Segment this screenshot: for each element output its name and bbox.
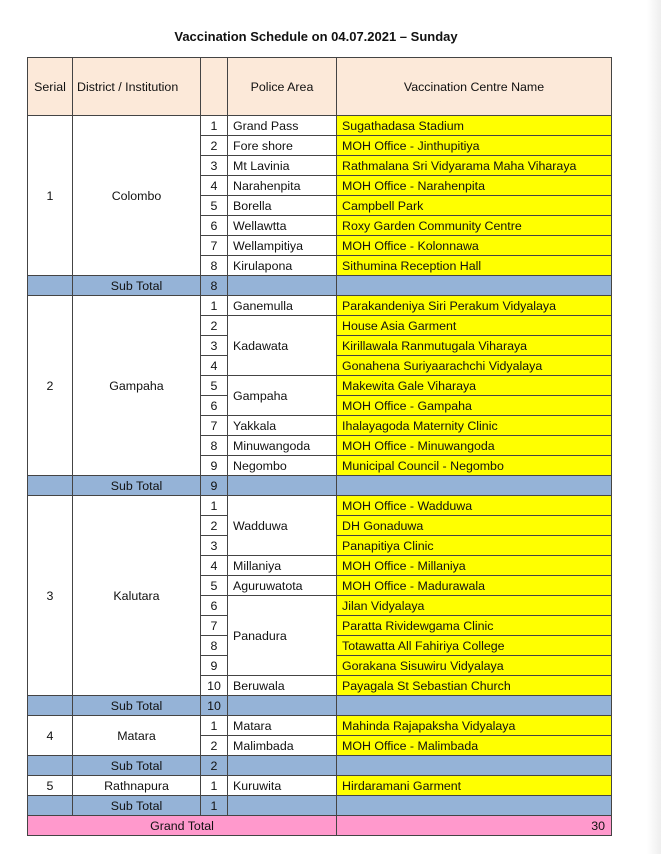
serial-cell: 3 [28, 496, 73, 696]
subtotal-row [28, 796, 612, 816]
centre-cell: MOH Office - Millaniya [337, 556, 612, 576]
police-area-cell: Gampaha [228, 376, 337, 416]
row-number: 10 [201, 676, 228, 696]
row-number: 1 [201, 116, 228, 136]
police-area-cell: Fore shore [228, 136, 337, 156]
row-number: 7 [201, 616, 228, 636]
subtotal-label: Sub Total [73, 796, 201, 816]
centre-cell: MOH Office - Wadduwa [337, 496, 612, 516]
table-row [28, 496, 612, 516]
police-area-cell: Aguruwatota [228, 576, 337, 596]
police-area-cell: Ganemulla [228, 296, 337, 316]
row-number: 1 [201, 776, 228, 796]
police-area-cell: Yakkala [228, 416, 337, 436]
centre-cell: Gonahena Suriyaarachchi Vidyalaya [337, 356, 612, 376]
row-number: 4 [201, 556, 228, 576]
district-cell: Colombo [73, 116, 201, 276]
row-number: 6 [201, 216, 228, 236]
police-area-cell: Narahenpita [228, 176, 337, 196]
page-edge [647, 0, 661, 854]
subtotal-blank [337, 756, 612, 776]
centre-cell: House Asia Garment [337, 316, 612, 336]
subtotal-value: 10 [201, 696, 228, 716]
header-row [28, 58, 612, 116]
row-number: 3 [201, 156, 228, 176]
subtotal-blank [228, 276, 337, 296]
header-number [201, 58, 228, 116]
police-area-cell: Kuruwita [228, 776, 337, 796]
district-cell: Kalutara [73, 496, 201, 696]
grand-total-row [28, 816, 612, 836]
row-number: 3 [201, 336, 228, 356]
grand-total-label: Grand Total [28, 816, 337, 836]
centre-cell: MOH Office - Jinthupitiya [337, 136, 612, 156]
subtotal-blank [228, 756, 337, 776]
serial-cell: 1 [28, 116, 73, 276]
row-number: 9 [201, 656, 228, 676]
subtotal-blank [28, 696, 73, 716]
police-area-cell: Malimbada [228, 736, 337, 756]
table-row [28, 296, 612, 316]
table-row [28, 116, 612, 136]
police-area-cell: Grand Pass [228, 116, 337, 136]
serial-cell: 4 [28, 716, 73, 756]
centre-cell: DH Gonaduwa [337, 516, 612, 536]
centre-cell: Payagala St Sebastian Church [337, 676, 612, 696]
centre-cell: Paratta Rividewgama Clinic [337, 616, 612, 636]
centre-cell: Parakandeniya Siri Perakum Vidyalaya [337, 296, 612, 316]
centre-cell: Totawatta All Fahiriya College [337, 636, 612, 656]
police-area-cell: Kadawata [228, 316, 337, 376]
row-number: 1 [201, 296, 228, 316]
centre-cell: MOH Office - Malimbada [337, 736, 612, 756]
row-number: 8 [201, 636, 228, 656]
police-area-cell: Panadura [228, 596, 337, 676]
row-number: 6 [201, 396, 228, 416]
header-district: District / Institution [73, 58, 201, 116]
row-number: 2 [201, 516, 228, 536]
subtotal-value: 8 [201, 276, 228, 296]
header-serial: Serial [28, 58, 73, 116]
subtotal-row [28, 476, 612, 496]
subtotal-blank [337, 696, 612, 716]
row-number: 6 [201, 596, 228, 616]
centre-cell: Makewita Gale Viharaya [337, 376, 612, 396]
police-area-cell: Minuwangoda [228, 436, 337, 456]
subtotal-row [28, 696, 612, 716]
police-area-cell: Mt Lavinia [228, 156, 337, 176]
subtotal-blank [337, 276, 612, 296]
table-row [28, 776, 612, 796]
row-number: 2 [201, 316, 228, 336]
subtotal-row [28, 276, 612, 296]
row-number: 4 [201, 176, 228, 196]
subtotal-blank [28, 756, 73, 776]
centre-cell: Municipal Council - Negombo [337, 456, 612, 476]
centre-cell: Gorakana Sisuwiru Vidyalaya [337, 656, 612, 676]
row-number: 1 [201, 496, 228, 516]
subtotal-blank [28, 796, 73, 816]
row-number: 4 [201, 356, 228, 376]
centre-cell: Rathmalana Sri Vidyarama Maha Viharaya [337, 156, 612, 176]
row-number: 5 [201, 576, 228, 596]
row-number: 3 [201, 536, 228, 556]
subtotal-label: Sub Total [73, 476, 201, 496]
police-area-cell: Borella [228, 196, 337, 216]
row-number: 2 [201, 736, 228, 756]
vaccination-schedule-table [27, 57, 612, 836]
police-area-cell: Wellampitiya [228, 236, 337, 256]
centre-cell: Mahinda Rajapaksha Vidyalaya [337, 716, 612, 736]
subtotal-value: 1 [201, 796, 228, 816]
page-title: Vaccination Schedule on 04.07.2021 – Sunday [174, 29, 458, 44]
subtotal-label: Sub Total [73, 696, 201, 716]
centre-cell: MOH Office - Madurawala [337, 576, 612, 596]
subtotal-blank [28, 476, 73, 496]
centre-cell: Kirillawala Ranmutugala Viharaya [337, 336, 612, 356]
centre-cell: Campbell Park [337, 196, 612, 216]
row-number: 5 [201, 376, 228, 396]
police-area-cell: Negombo [228, 456, 337, 476]
table-row [28, 716, 612, 736]
centre-cell: Sugathadasa Stadium [337, 116, 612, 136]
subtotal-value: 9 [201, 476, 228, 496]
subtotal-row [28, 756, 612, 776]
police-area-cell: Wadduwa [228, 496, 337, 556]
police-area-cell: Kirulapona [228, 256, 337, 276]
police-area-cell: Beruwala [228, 676, 337, 696]
subtotal-label: Sub Total [73, 276, 201, 296]
centre-cell: MOH Office - Kolonnawa [337, 236, 612, 256]
district-cell: Matara [73, 716, 201, 756]
row-number: 8 [201, 256, 228, 276]
centre-cell: MOH Office - Narahenpita [337, 176, 612, 196]
subtotal-blank [28, 276, 73, 296]
centre-cell: MOH Office - Minuwangoda [337, 436, 612, 456]
row-number: 5 [201, 196, 228, 216]
row-number: 7 [201, 236, 228, 256]
centre-cell: Ihalayagoda Maternity Clinic [337, 416, 612, 436]
district-cell: Gampaha [73, 296, 201, 476]
subtotal-value: 2 [201, 756, 228, 776]
row-number: 1 [201, 716, 228, 736]
centre-cell: Roxy Garden Community Centre [337, 216, 612, 236]
centre-cell: Jilan Vidyalaya [337, 596, 612, 616]
centre-cell: Hirdaramani Garment [337, 776, 612, 796]
centre-cell: MOH Office - Gampaha [337, 396, 612, 416]
district-cell: Rathnapura [73, 776, 201, 796]
row-number: 2 [201, 136, 228, 156]
row-number: 9 [201, 456, 228, 476]
police-area-cell: Wellawtta [228, 216, 337, 236]
police-area-cell: Millaniya [228, 556, 337, 576]
row-number: 7 [201, 416, 228, 436]
subtotal-blank [228, 796, 337, 816]
subtotal-blank [228, 696, 337, 716]
grand-total-value: 30 [337, 816, 612, 836]
header-police-area: Police Area [228, 58, 337, 116]
header-vaccination-centre: Vaccination Centre Name [337, 58, 612, 116]
subtotal-blank [337, 796, 612, 816]
police-area-cell: Matara [228, 716, 337, 736]
subtotal-label: Sub Total [73, 756, 201, 776]
row-number: 8 [201, 436, 228, 456]
subtotal-blank [228, 476, 337, 496]
serial-cell: 2 [28, 296, 73, 476]
centre-cell: Sithumina Reception Hall [337, 256, 612, 276]
centre-cell: Panapitiya Clinic [337, 536, 612, 556]
subtotal-blank [337, 476, 612, 496]
serial-cell: 5 [28, 776, 73, 796]
